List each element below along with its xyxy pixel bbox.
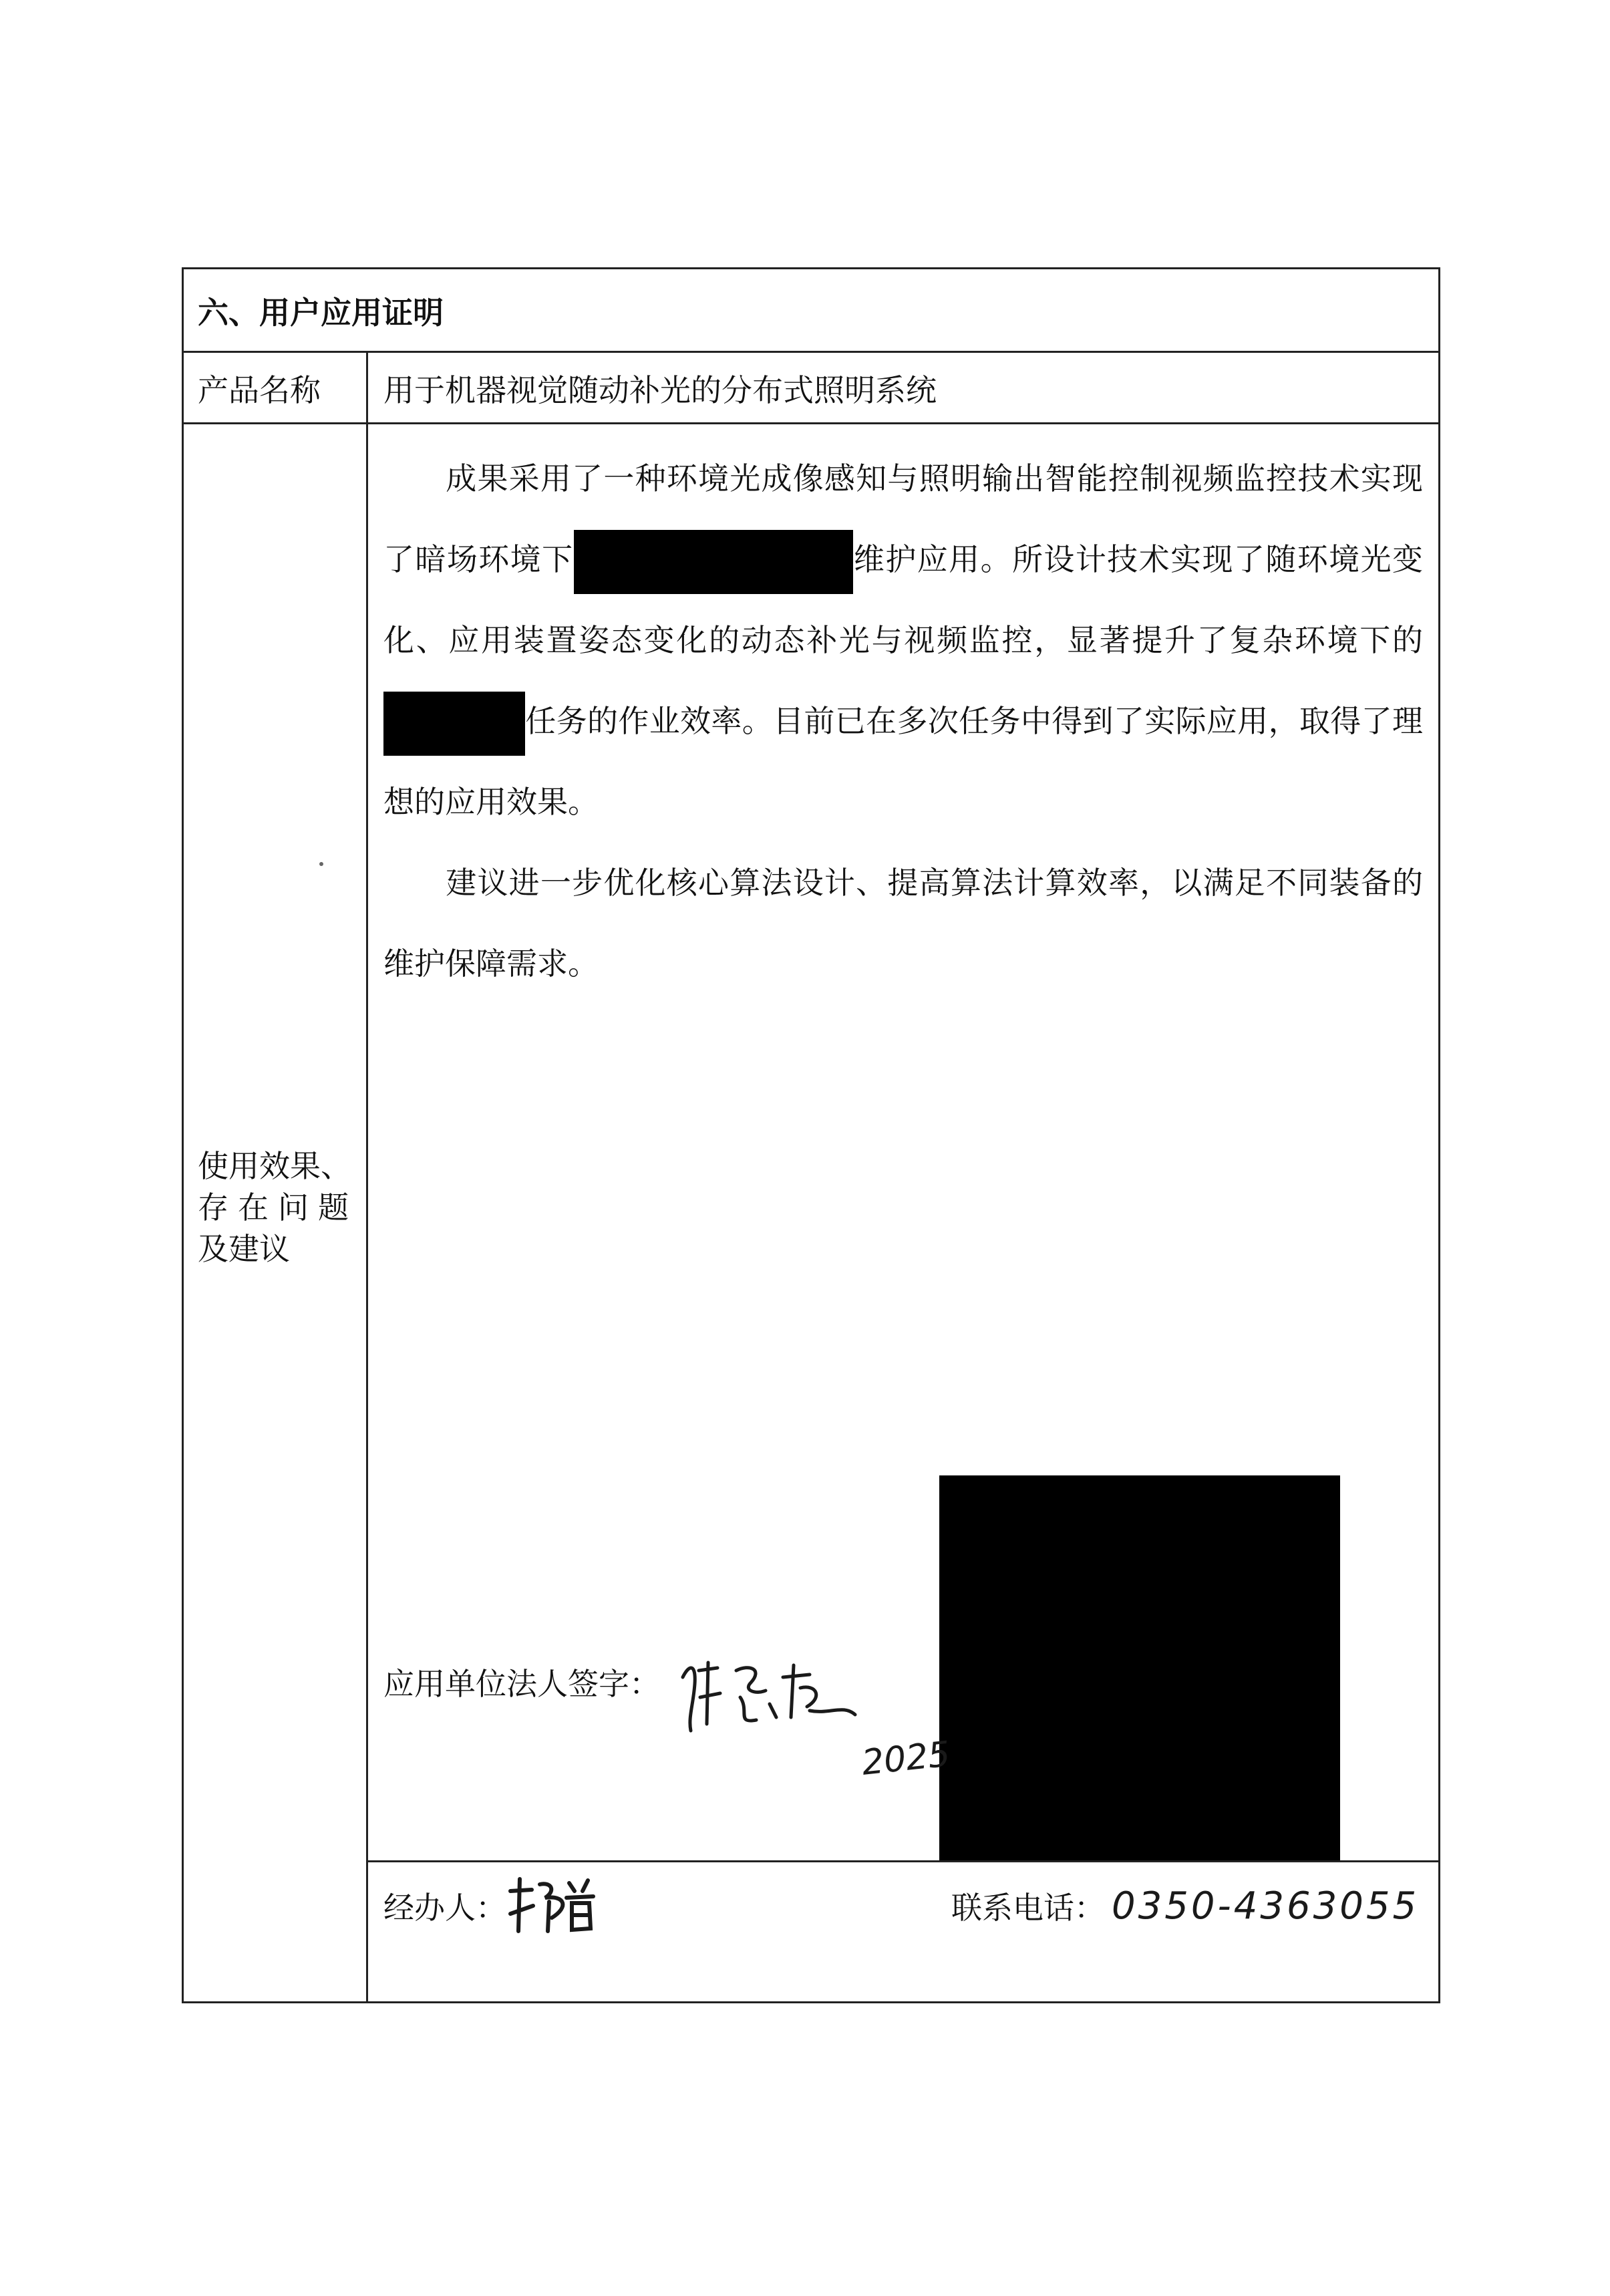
product-name-value: 用于机器视觉随动补光的分布式照明系统 — [383, 372, 937, 408]
usage-effect-label — [198, 1145, 358, 1270]
redaction-bar-2 — [383, 692, 525, 756]
usage-paragraph-1 — [383, 438, 1423, 843]
para1-part-b: 维护应用。所设计技术实现了随环境光变化、应用装置姿态变化的动态补光与视频监控，显著提升了复杂环境下的 — [383, 541, 1424, 658]
phone-value: 0350-4363055 — [1112, 1884, 1420, 1928]
usage-paragraph-2 — [383, 843, 1423, 1004]
row-divider-product — [182, 422, 1440, 424]
redacted-seal-block — [939, 1475, 1340, 1860]
para1-part-a: 成果采用了一种环境光成像感知与照明输出智能控制视频监控技术实现了暗场环境下 — [383, 460, 1423, 577]
row-divider-usage — [366, 1860, 1440, 1862]
handler-label: 经办人： — [383, 1890, 506, 1926]
legal-rep-signature — [676, 1651, 863, 1737]
section-title: 六、用户应用证明 — [198, 295, 444, 331]
column-divider — [366, 351, 368, 2003]
scan-speck — [319, 862, 323, 866]
signature-date-fragment: 2025 — [860, 1734, 953, 1783]
handler-signature — [505, 1871, 599, 1938]
row-divider-title — [182, 351, 1440, 353]
usage-label-line-2: 存在问题 — [198, 1189, 358, 1226]
product-name-label: 产品名称 — [198, 372, 321, 408]
signature-label: 应用单位法人签字： — [383, 1666, 660, 1702]
para2-text: 建议进一步优化核心算法设计、提高算法计算效率，以满足不同装备的维护保障需求。 — [383, 865, 1423, 982]
redaction-bar-1 — [574, 530, 853, 594]
usage-label-line-1: 使用效果、 — [198, 1148, 351, 1184]
usage-label-line-3: 及建议 — [198, 1231, 290, 1267]
para1-part-c: 任务的作业效率。目前已在多次任务中得到了实际应用，取得了理想的应用效果。 — [383, 703, 1423, 820]
phone-label: 联系电话： — [951, 1890, 1105, 1926]
